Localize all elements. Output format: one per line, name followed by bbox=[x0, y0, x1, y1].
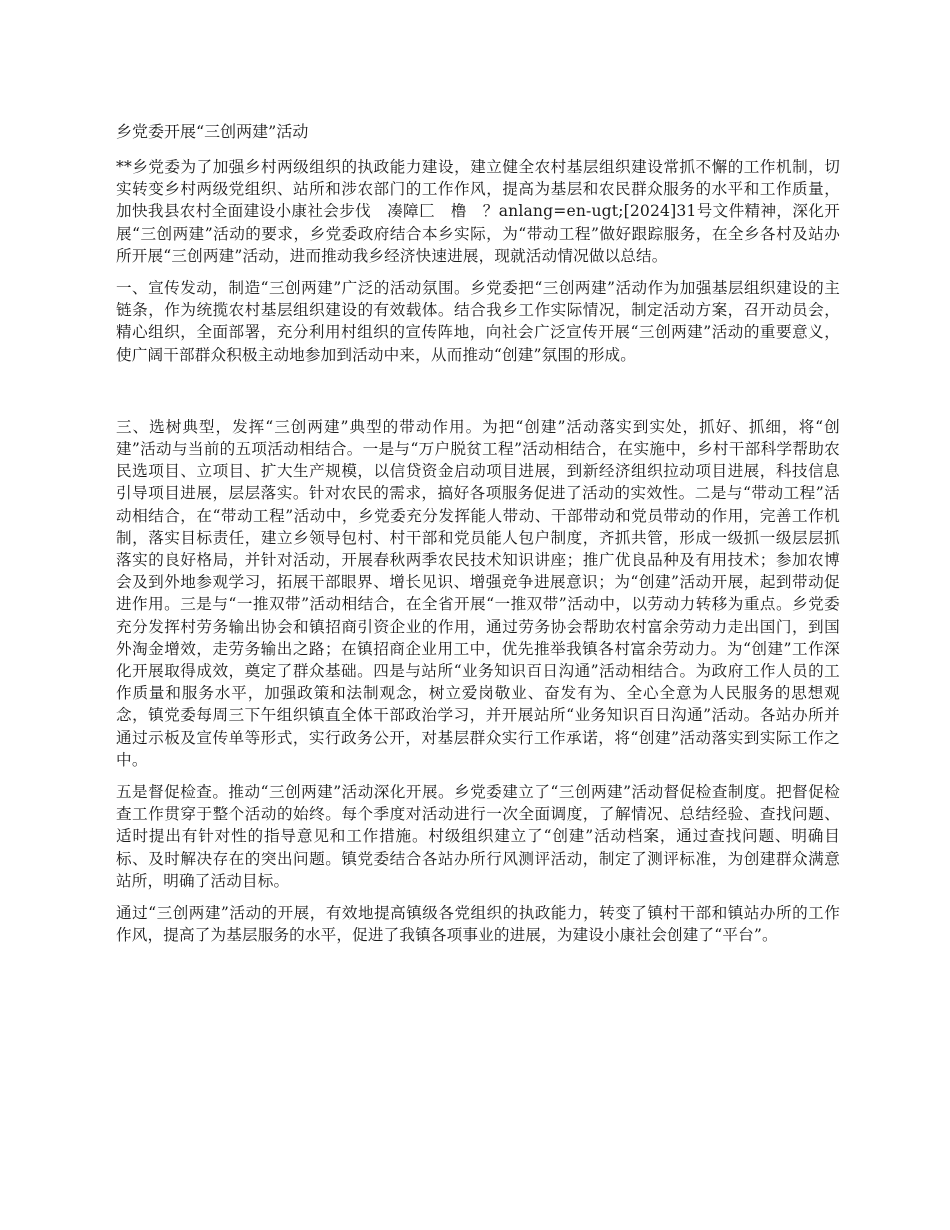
paragraph-conclusion: 通过“三创两建”活动的开展，有效地提高镇级各党组织的执政能力，转变了镇村干部和镇站办所的工作作风，提高了为基层服务的水平，促进了我镇各项事业的进展，为建设小康社会创建了“平台”。 bbox=[116, 904, 840, 945]
paragraph-intro: **乡党委为了加强乡村两级组织的执政能力建设，建立健全农村基层组织建设常抓不懈的工作机制，切实转变乡村两级党组织、站所和涉农部门的工作作风，提高为基层和农民群众服务的水平和工作质量，加快我县农村全面建设小康社会步伐 凑障匚 橹 ？anlang=en-ugt;[2024]31号文件精神，深化开展“三创两建”活动的要求，乡党委政府结合本乡实际，为“带动工程”做好跟踪服务，在全乡各村及站办所开展“三创两建”活动，进而推动我乡经济快速进展，现就活动情况做以总结。 bbox=[116, 158, 840, 265]
document-page bbox=[116, 120, 840, 957]
paragraph-section-5: 五是督促检查。推动“三创两建”活动深化开展。乡党委建立了“三创两建”活动督促检查制度。把督促检查工作贯穿于整个活动的始终。每个季度对活动进行一次全面调度，了解情况、总结经验、查找问题、适时提出有针对性的指导意见和工作措施。村级组织建立了“创建”活动档案，通过查找问题、明确目标、及时解决存在的突出问题。镇党委结合各站办所行风测评活动，制定了测评标准，为创建群众满意站所，明确了活动目标。 bbox=[116, 783, 840, 890]
paragraph-section-1: 一、宣传发动，制造“三创两建”广泛的活动氛围。乡党委把“三创两建”活动作为加强基层组织建设的主链条，作为统揽农村基层组织建设的有效载体。结合我乡工作实际情况，制定活动方案，召开动员会，精心组织，全面部署，充分利用村组织的宣传阵地，向社会广泛宣传开展“三创两建”活动的重要意义，使广阔干部群众积极主动地参加到活动中来，从而推动“创建”氛围的形成。 bbox=[116, 279, 840, 364]
document-title: 乡党委开展“三创两建”活动 bbox=[116, 122, 309, 141]
paragraph-section-3: 三、选树典型，发挥“三创两建”典型的带动作用。为把“创建”活动落实到实处，抓好、抓细，将“创建”活动与当前的五项活动相结合。一是与“万户脱贫工程”活动相结合，在实施中，乡村干部科学帮助农民选项目、立项目、扩大生产规模，以信贷资金启动项目进展，到新经济组织拉动项目进展，科技信息引导项目进展，层层落实。针对农民的需求，搞好各项服务促进了活动的实效性。二是与“带动工程”活动相结合，在“带动工程”活动中，乡党委充分发挥能人带动、干部带动和党员带动的作用，完善工作机制，落实目标责任，建立乡领导包村、村干部和党员能人包户制度，齐抓共管，形成一级抓一级层层抓落实的良好格局，并针对活动，开展春秋两季农民技术知识讲座；推广优良品种及有用技术；参加农博会及到外地参观学习，拓展干部眼界、增长见识、增强竞争进展意识；为“创建”活动开展，起到带动促进作用。三是与“一推双带”活动相结合，在全省开展“一推双带”活动中，以劳动力转移为重点。乡党委充分发挥村劳务输出协会和镇招商引资企业的作用，通过劳务协会帮助农村富余劳动力走出国门，到国外淘金增效，走劳务输出之路；在镇招商企业用工中，优先推举我镇各村富余劳动力。为“创建”工作深化开展取得成效，奠定了群众基础。四是与站所“业务知识百日沟通”活动相结合。为政府工作人员的工作质量和服务水平，加强政策和法制观念，树立爱岗敬业、奋发有为、全心全意为人民服务的思想观念，镇党委每周三下午组织镇直全体干部政治学习，并开展站所“业务知识百日沟通”活动。各站办所并通过示板及宣传单等形式，实行政务公开，对基层群众实行工作承诺，将“创建”活动落实到实际工作之中。 bbox=[116, 417, 840, 769]
